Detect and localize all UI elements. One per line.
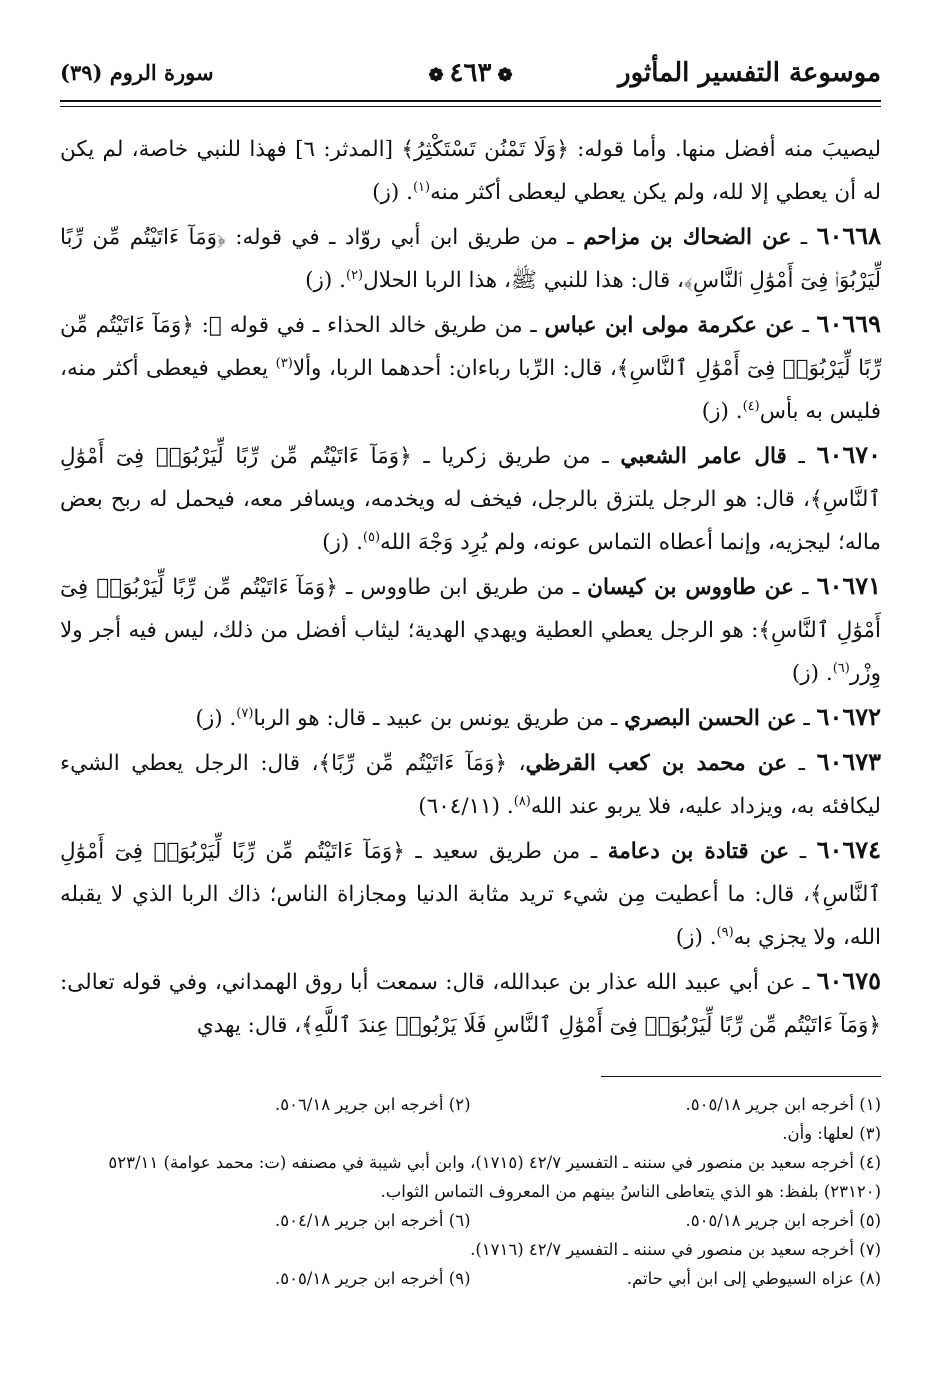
entry-number: ٦٠٦٧٤ [816,835,882,864]
entry-number: ٦٠٦٧٥ [816,966,882,995]
ornament-icon: ❁ [497,65,513,86]
footnote-row [60,1206,881,1235]
book-title: موسوعة التفسير المأثور [618,58,881,88]
athar-entry: ٦٠٦٦٨ ـ عن الضحاك بن مزاحم ـ من طريق ابن أبي روّاد ـ في قوله: ﴿وَمَآ ءَاتَيْتُم مِّن رِّبًا لِّيَرْبُوَا۟ فِىٓ أَمْوَٰلِ ٱلنَّاسِ﴾، قال: هذا للنبي ﷺ، هذا الربا الحلال$^{(٢)}$. (ز) [60,221,882,293]
entry-number: ٦٠٦٦٨ [816,221,882,250]
narrator-name: عن طاووس بن كيسان [587,575,794,600]
footnote: (٨) عزاه السيوطي إلى ابن أبي حاتم. [626,1269,881,1288]
footnote-row [60,1090,881,1119]
footnote-separator [601,1076,881,1077]
header-rule [60,100,881,102]
narrator-name: عن عكرمة مولى ابن عباس [544,313,795,338]
narrator-name: عن الضحاك بن مزاحم [583,225,792,250]
footnote: (١) أخرجه ابن جرير ٥٠٥/١٨. [685,1095,881,1114]
athar-entry: ٦٠٦٧٥ ـ عن أبي عبيد الله عذار بن عبدالله، قال: سمعت أبا روق الهمداني، وفي قوله تعالى: ﴿وَمَآ ءَاتَيْتُم مِّن رِّبًا لِّيَرْبُوَا۟ فِىٓ أَمْوَٰلِ ٱلنَّاسِ فَلَا يَرْبُوا۟ عِندَ ٱللَّهِ﴾، قال: يهدي [60,966,882,1038]
footnote: (٣) لعلها: وأن. [782,1124,881,1143]
athar-entry: ٦٠٦٧٣ ـ عن محمد بن كعب القرظي، ﴿وَمَآ ءَاتَيْتُم مِّن رِّبًا﴾، قال: الرجل يعطي الشيء ليكافئه به، ويزداد عليه، فلا يربو عند الله$^{(٨)}$. (٦٠٤/١١) [60,747,882,819]
footnote: (٢) أخرجه ابن جرير ٥٠٦/١٨. [274,1095,471,1114]
athar-entry: ٦٠٦٧٢ ـ عن الحسن البصري ـ من طريق يونس بن عبيد ـ قال: هو الربا$^{(٧)}$. (ز) [195,702,881,731]
narrator-name: عن محمد بن كعب القرظي [525,751,788,776]
athar-entry: ٦٠٦٧٤ ـ عن قتادة بن دعامة ـ من طريق سعيد ـ ﴿وَمَآ ءَاتَيْتُم مِّن رِّبًا لِّيَرْبُوَا۟ فِىٓ أَمْوَٰلِ ٱلنَّاسِ﴾، قال: ما أعطيت مِن شيء تريد مثابة الدنيا ومجازاة الناس؛ ذاك الربا الذي لا يقبله الله، ولا يجزي به$^{(٩)}$. (ز) [60,835,882,950]
footnote: (٥) أخرجه ابن جرير ٥٠٥/١٨. [685,1211,881,1230]
narrator-name: قال عامر الشعبي [620,444,787,469]
footnote-row [60,1264,881,1293]
narrator-name: عن قتادة بن دعامة [607,839,790,864]
footnote: (٦) أخرجه ابن جرير ٥٠٤/١٨. [274,1211,471,1230]
surah-label: سورة الروم (٣٩) [60,60,214,85]
ornament-icon: ❁ [428,65,444,86]
paragraph: ليصيبَ منه أفضل منها. وأما قوله: ﴿وَلَا تَمْنُن تَسْتَكْثِرُ﴾ [المدثر: ٦] فهذا للنبي خاصة، لم يكن له أن يعطي إلا لله، ولم يكن يعطي ليعطى أكثر منه$^{(١)}$. (ز) [60,137,881,205]
footnote: (٧) أخرجه سعيد بن منصور في سننه ـ التفسير ٤٢/٧ (١٧١٦). [470,1240,881,1259]
entry-number: ٦٠٦٧١ [816,571,882,600]
entry-number: ٦٠٦٦٩ [816,309,881,338]
athar-entry: ٦٠٦٧٠ ـ قال عامر الشعبي ـ من طريق زكريا ـ ﴿وَمَآ ءَاتَيْتُم مِّن رِّبًا لِّيَرْبُوَا۟ فِىٓ أَمْوَٰلِ ٱلنَّاسِ﴾، قال: هو الرجل يلتزق بالرجل، فيخف له ويخدمه، ويسافر معه، فيحمل له ربح بعض ماله؛ ليجزيه، وإنما أعطاه التماس عونه، ولم يُرِد وَجْهَ الله$^{(٥)}$. (ز) [60,440,882,555]
athar-entry: ٦٠٦٧١ ـ عن طاووس بن كيسان ـ من طريق ابن طاووس ـ ﴿وَمَآ ءَاتَيْتُم مِّن رِّبًا لِّيَرْبُوَا۟ فِىٓ أَمْوَٰلِ ٱلنَّاسِ﴾: هو الرجل يعطي العطية ويهدي الهدية؛ ليثاب أفضل من ذلك، ليس فيه أجر ولا وِزْر$^{(٦)}$. (ز) [60,571,882,686]
page-header [60,52,881,102]
main-text [60,128,881,1047]
entry-number: ٦٠٦٧٢ [816,702,881,731]
entry-number: ٦٠٦٧٠ [816,440,882,469]
footnote: (٩) أخرجه ابن جرير ٥٠٥/١٨. [274,1269,471,1288]
narrator-name: عن الحسن البصري [624,706,797,731]
footnotes [60,1090,881,1293]
athar-entry: ٦٠٦٦٩ ـ عن عكرمة مولى ابن عباس ـ من طريق خالد الحذاء ـ في قوله ﷻ: ﴿وَمَآ ءَاتَيْتُم مِّن رِّبًا لِّيَرْبُوَا۟ فِىٓ أَمْوَٰلِ ٱلنَّاسِ﴾، قال: الرِّبا رباءان: أحدهما الربا، وألا$^{(٣)}$ يعطي فيعطى أكثر منه، فليس به بأس$^{(٤)}$. (ز) [60,309,881,424]
entry-number: ٦٠٦٧٣ [816,747,882,776]
page-number: ❁ ٤٦٣ ❁ [60,58,881,88]
footnote: (٤) أخرجه سعيد بن منصور في سننه ـ التفسير ٤٢/٧ (١٧١٥)، وابن أبي شيبة في مصنفه (ت: محمد عوامة) ٥٢٣/١١ (٢٣١٢٠) بلفظ: هو الذي يتعاطى الناسُ بينهم من المعروف التماس الثواب. [108,1153,881,1201]
header-rule-thin [60,106,881,107]
